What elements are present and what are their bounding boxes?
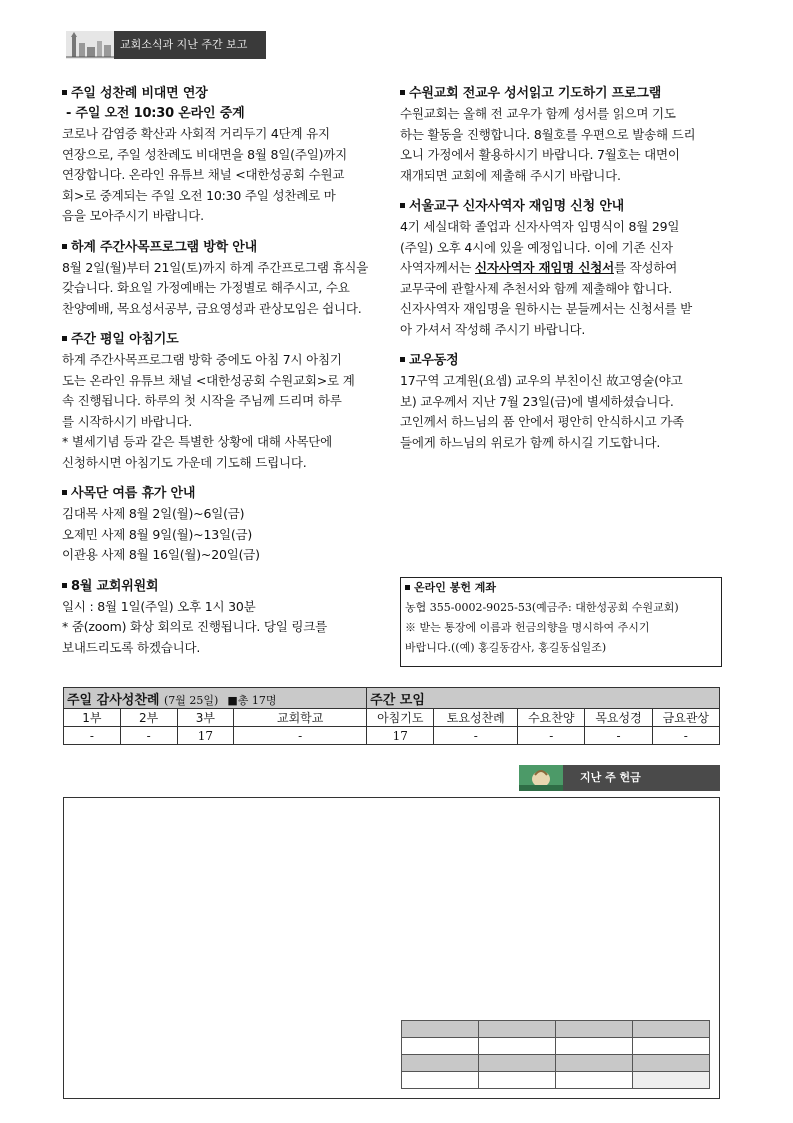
column-header: 토요성찬례: [434, 709, 518, 727]
notice-body: [400, 104, 720, 186]
column-header: 교회학교: [234, 709, 367, 727]
body-line: 아 가셔서 작성해 주시기 바랍니다.: [400, 321, 586, 337]
offering-grid-row: [402, 1055, 710, 1072]
grid-cell: [633, 1038, 710, 1055]
notice-body: [62, 350, 384, 473]
body-line: 속 진행됩니다. 하루의 첫 시작을 주님께 드리며 하루: [62, 393, 342, 408]
grid-cell: [633, 1021, 710, 1038]
body-line: 갖습니다. 화요일 가정예배는 가정별로 해주시고, 수요: [62, 280, 350, 295]
body-line: 신청하시면 아침기도 가운데 기도해 드립니다.: [62, 454, 307, 470]
column-header: 2부: [120, 709, 177, 727]
offering-grid: [401, 1020, 710, 1089]
offering-grid-row: [402, 1021, 710, 1038]
column-header: 아침기도: [367, 709, 434, 727]
grid-cell: [402, 1055, 479, 1072]
body-line: 보) 교우께서 지난 7월 23일(금)에 별세하셨습니다.: [400, 393, 674, 409]
table-cell: -: [434, 727, 518, 745]
bullet-square-icon: [62, 90, 67, 95]
notice-morning-prayer: [62, 330, 384, 473]
weekly-meetings-header: 주간 모임: [367, 688, 720, 709]
notice-title: [62, 484, 384, 504]
attendance-value-row: [64, 727, 720, 745]
body-line: 연장합니다. 온라인 유튜브 채널 <대한성공회 수원교: [62, 167, 345, 182]
grid-cell: [633, 1055, 710, 1072]
table-cell: -: [652, 727, 719, 745]
body-line: * 별세기념 등과 같은 특별한 상황에 대해 사목단에: [62, 434, 332, 449]
attendance-label-row: [64, 709, 720, 727]
notice-title: [62, 238, 384, 258]
body-line: 코로나 감염증 확산과 사회적 거리두기 4단계 유지: [62, 126, 330, 141]
grid-cell: [556, 1072, 633, 1089]
offering-title: 지난 주 헌금: [580, 771, 641, 784]
bank-note-line: ※ 받는 통장에 이름과 헌금의향을 명시하여 주시기: [405, 621, 650, 634]
grid-cell: [479, 1021, 556, 1038]
bullet-square-icon: [400, 203, 405, 208]
body-line: 오니 가정에서 활용하시기 바랍니다. 7월호는 대면이: [400, 147, 680, 162]
body-line: 오제민 사제 8월 9일(월)~13일(금): [62, 526, 253, 542]
grid-cell: [556, 1038, 633, 1055]
bullet-square-icon: [62, 490, 67, 495]
notice-title-text: 서울교구 신자사역자 재임명 신청 안내: [409, 199, 625, 214]
table-cell: 17: [367, 727, 434, 745]
bank-note-line: 바랍니다.((예) 홍길동감사, 홍길동십일조): [405, 641, 607, 654]
body-line: 이관용 사제 8월 16일(월)~20일(금): [62, 547, 260, 562]
attendance-total: ■총 17명: [227, 693, 277, 707]
attendance-header-row: [64, 688, 720, 709]
bullet-square-icon: [62, 336, 67, 341]
table-cell: -: [585, 727, 652, 745]
notice-title-text: 교우동정: [409, 353, 459, 368]
left-column: [62, 84, 384, 669]
notice-title: [62, 330, 384, 350]
offering-grid-row: [402, 1038, 710, 1055]
column-header: 목요성경: [585, 709, 652, 727]
body-line: 8월 2일(월)부터 21일(토)까지 하계 주간프로그램 휴식을: [62, 259, 369, 275]
grid-cell: [479, 1038, 556, 1055]
body-line: 재개되면 교회에 제출해 주시기 바랍니다.: [400, 167, 621, 183]
grid-cell: [402, 1072, 479, 1089]
body-line: 하는 활동을 진행합니다. 8월호를 우편으로 발송해 드리: [400, 126, 696, 142]
notice-church-committee: [62, 577, 384, 659]
column-header: 3부: [177, 709, 234, 727]
body-line: 회>로 중계되는 주일 오전 10:30 주일 성찬례로 마: [62, 187, 336, 203]
sunday-eucharist-header: [64, 688, 367, 709]
attendance-date: (7월 25일): [163, 693, 219, 707]
body-line: 연장으로, 주일 성찬례도 비대면을 8월 8일(주일)까지: [62, 146, 348, 162]
bank-title-text: 온라인 봉헌 계좌: [414, 581, 497, 594]
body-line: 17구역 고계원(요셉) 교우의 부친이신 故고영술(야고: [400, 373, 683, 388]
body-line: 를 시작하시기 바랍니다.: [62, 413, 193, 429]
column-header: 수요찬양: [518, 709, 585, 727]
notice-clergy-vacation: [62, 484, 384, 566]
bank-account-line: 농협 355-0002-9025-53(예금주: 대한성공회 수원교회): [405, 601, 679, 614]
sunday-eucharist-title: 주일 감사성찬례: [67, 692, 160, 708]
grid-cell: [556, 1055, 633, 1072]
bullet-square-icon: [400, 90, 405, 95]
online-offering-account-box: [400, 577, 722, 667]
notice-bible-reading: [400, 84, 720, 186]
notice-title: [400, 351, 720, 371]
body-line: 신자사역자 재임명을 원하시는 분들께서는 신청서를 받: [400, 301, 692, 316]
notice-title-text: 하계 주간사목프로그램 방학 안내: [71, 239, 257, 255]
table-cell: -: [120, 727, 177, 745]
body-line: 찬양예배, 목요성서공부, 금요영성과 관상모임은 쉽니다.: [62, 300, 362, 316]
body-line: 고인께서 하느님의 품 안에서 평안히 안식하시고 가족: [400, 414, 684, 429]
body-line: 도는 온라인 유튜브 채널 <대한성공회 수원교회>로 계: [62, 372, 355, 388]
bullet-square-icon: [62, 244, 67, 249]
table-cell: -: [518, 727, 585, 745]
notice-member-news: [400, 351, 720, 453]
notice-title: [62, 577, 384, 597]
body-text: 를 작성하여: [613, 260, 678, 275]
body-line: 보내드리도록 하겠습니다.: [62, 639, 201, 655]
body-line: 음을 모아주시기 바랍니다.: [62, 208, 204, 223]
body-line: (주일) 오후 4시에 있을 예정입니다. 이에 기존 신자: [400, 239, 673, 255]
notice-summer-break: [62, 238, 384, 320]
body-line: * 줌(zoom) 화상 회의로 진행됩니다. 당일 링크를: [62, 619, 328, 634]
notice-body: [62, 124, 384, 227]
grid-cell: [479, 1072, 556, 1089]
right-column: [400, 84, 720, 464]
church-skyline-icon: [66, 31, 114, 59]
notice-title: [400, 84, 720, 104]
body-line: 김대목 사제 8월 2일(월)~6일(금): [62, 506, 245, 521]
bank-box-title: [405, 578, 721, 598]
notice-body: [62, 504, 384, 566]
notice-title-text: 8월 교회위원회: [71, 578, 159, 594]
grid-cell: [633, 1072, 710, 1089]
table-cell: -: [64, 727, 121, 745]
body-line: [400, 258, 720, 279]
notice-title: [400, 197, 720, 217]
notice-body: [400, 371, 720, 453]
body-line: 교무국에 관할사제 추천서와 함께 제출해야 합니다.: [400, 280, 673, 296]
notice-title-text: 사목단 여름 휴가 안내: [71, 486, 196, 501]
notice-title: [62, 84, 384, 104]
bullet-square-icon: [400, 357, 405, 362]
attendance-table: [63, 687, 720, 745]
bullet-square-icon: [405, 585, 410, 590]
notice-subtitle: - 주일 오전 10:30 온라인 중계: [66, 106, 245, 121]
table-cell: 17: [177, 727, 234, 745]
notice-lay-minister: [400, 197, 720, 340]
praying-hands-icon: [519, 765, 563, 791]
column-header: 금요관상: [652, 709, 719, 727]
notice-body: [62, 258, 384, 320]
notice-title-text: 수원교회 전교우 성서읽고 기도하기 프로그램: [409, 86, 662, 101]
offering-grid-row: [402, 1072, 710, 1089]
notice-title-text: 주일 성찬례 비대면 연장: [71, 86, 208, 101]
notice-body: [400, 217, 720, 340]
grid-cell: [402, 1038, 479, 1055]
notice-title-text: 주간 평일 아침기도: [71, 332, 179, 347]
bullet-square-icon: [62, 583, 67, 588]
body-text: 사역자께서는: [400, 260, 476, 275]
grid-cell: [479, 1055, 556, 1072]
page-title: 교회소식과 지난 주간 보고: [120, 38, 248, 51]
notice-sunday-eucharist: [62, 84, 384, 227]
body-line: 수원교회는 올해 전 교우가 함께 성서를 읽으며 기도: [400, 106, 676, 121]
body-line: 일시 : 8월 1일(주일) 오후 1시 30분: [62, 598, 256, 614]
table-cell: -: [234, 727, 367, 745]
body-line: 4기 세실대학 졸업과 신자사역자 임명식이 8월 29일: [400, 219, 680, 234]
grid-cell: [402, 1021, 479, 1038]
application-form-highlight: 신자사역자 재임명 신청서: [475, 260, 614, 275]
body-line: 하계 주간사목프로그램 방학 중에도 아침 7시 아침기: [62, 352, 342, 367]
column-header: 1부: [64, 709, 121, 727]
grid-cell: [556, 1021, 633, 1038]
notice-body: [62, 597, 384, 659]
body-line: 들에게 하느님의 위로가 함께 하시길 기도합니다.: [400, 434, 661, 450]
